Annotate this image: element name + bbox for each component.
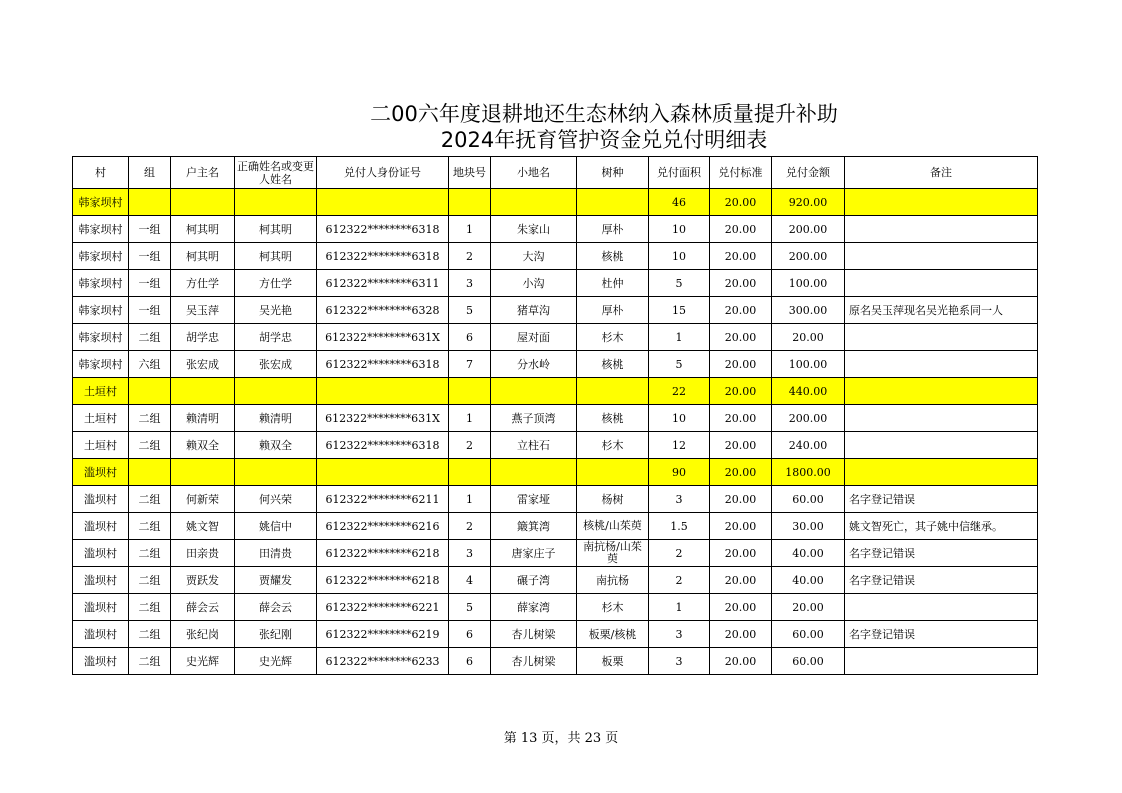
table-cell [491,459,577,486]
header-row [73,157,1038,189]
table-cell: 猪草沟 [491,297,577,324]
table-cell: 3 [649,621,710,648]
table-cell: 杏儿树梁 [491,621,577,648]
table-cell: 杉木 [577,432,649,459]
table-row [73,540,1038,567]
table-row [73,621,1038,648]
table-cell: 二组 [129,486,171,513]
table-cell: 2 [649,567,710,594]
table-cell: 10 [649,405,710,432]
table-cell: 六组 [129,351,171,378]
table-cell: 杏儿树梁 [491,648,577,675]
table-cell: 柯其明 [171,216,235,243]
table-cell: 1 [449,405,491,432]
table-cell: 分水岭 [491,351,577,378]
table-cell: 韩家坝村 [73,297,129,324]
table-cell: 田清贵 [235,540,317,567]
table-cell: 20.00 [710,459,772,486]
table-cell: 6 [449,648,491,675]
table-cell: 厚朴 [577,216,649,243]
table-cell: 屋对面 [491,324,577,351]
table-cell: 柯其明 [171,243,235,270]
table-cell: 440.00 [772,378,845,405]
table-cell: 柯其明 [235,216,317,243]
table-cell: 20.00 [710,189,772,216]
table-cell: 赖清明 [171,405,235,432]
table-cell: 贾跃发 [171,567,235,594]
table-cell: 60.00 [772,621,845,648]
table-cell: 吴光艳 [235,297,317,324]
table-cell: 3 [649,648,710,675]
table-cell: 核桃/山茱萸 [577,513,649,540]
table-cell: 唐家庄子 [491,540,577,567]
table-cell: 20.00 [710,486,772,513]
table-cell: 20.00 [710,567,772,594]
table-row [73,432,1038,459]
table-cell: 赖清明 [235,405,317,432]
table-cell: 5 [649,270,710,297]
table-cell: 100.00 [772,270,845,297]
table-cell: 10 [649,243,710,270]
table-cell: 1 [649,324,710,351]
page-footer: 第 13 页，共 23 页 [503,731,619,746]
table-cell: 2 [649,540,710,567]
table-cell: 张宏成 [235,351,317,378]
table-cell: 史光辉 [235,648,317,675]
table-cell: 杉木 [577,594,649,621]
table-cell: 40.00 [772,567,845,594]
table-cell: 名字登记错误 [845,621,1038,648]
table-cell: 张纪刚 [235,621,317,648]
table-cell [235,459,317,486]
table-cell: 2 [449,432,491,459]
column-header: 户主名 [171,157,235,189]
table-cell: 二组 [129,594,171,621]
table-cell: 韩家坝村 [73,351,129,378]
table-cell [845,594,1038,621]
table-cell: 滥坝村 [73,567,129,594]
table-cell: 名字登记错误 [845,486,1038,513]
table-cell: 滥坝村 [73,513,129,540]
table-cell: 200.00 [772,405,845,432]
table-cell [845,324,1038,351]
table-cell [449,189,491,216]
table-cell: 612322********6311 [317,270,449,297]
table-cell: 2 [449,243,491,270]
table-row [73,405,1038,432]
table-cell: 20.00 [710,594,772,621]
table-cell: 612322********6218 [317,540,449,567]
table-cell: 10 [649,216,710,243]
table-cell [845,270,1038,297]
table-cell: 姚信中 [235,513,317,540]
column-header: 兑付标准 [710,157,772,189]
table-cell: 20.00 [772,324,845,351]
table-cell [129,378,171,405]
table-cell [317,378,449,405]
table-cell: 原名吴玉萍现名吴光艳系同一人 [845,297,1038,324]
table-cell [449,459,491,486]
table-cell: 612322********6318 [317,351,449,378]
table-cell: 杜仲 [577,270,649,297]
table-cell [317,189,449,216]
table-row [73,567,1038,594]
table-cell: 板栗 [577,648,649,675]
table-cell: 名字登记错误 [845,567,1038,594]
table-cell: 大沟 [491,243,577,270]
table-cell: 姚文智死亡，其子姚中信继承。 [845,513,1038,540]
table-cell: 920.00 [772,189,845,216]
table-cell: 田亲贵 [171,540,235,567]
table-cell [577,189,649,216]
table-cell: 薛家湾 [491,594,577,621]
table-cell: 1.5 [649,513,710,540]
table-cell: 1800.00 [772,459,845,486]
table-cell: 土垣村 [73,432,129,459]
table-cell: 姚文智 [171,513,235,540]
table-cell [577,378,649,405]
table-cell: 12 [649,432,710,459]
table-cell: 20.00 [710,270,772,297]
table-cell: 一组 [129,270,171,297]
table-cell: 3 [449,540,491,567]
table-cell [491,189,577,216]
table-cell: 土垣村 [73,405,129,432]
table-cell: 20.00 [710,432,772,459]
table-cell [235,378,317,405]
table-cell [845,351,1038,378]
table-cell: 韩家坝村 [73,243,129,270]
table-row [73,270,1038,297]
table-cell: 612322********6328 [317,297,449,324]
table-cell [235,189,317,216]
table-cell: 南抗杨 [577,567,649,594]
table-cell: 板栗/核桃 [577,621,649,648]
table-cell: 6 [449,621,491,648]
table-cell: 厚朴 [577,297,649,324]
table-row [73,216,1038,243]
table-cell: 1 [449,216,491,243]
table-cell: 6 [449,324,491,351]
table-row [73,297,1038,324]
table-cell: 20.00 [710,324,772,351]
table-cell: 612322********631X [317,324,449,351]
table-cell: 612322********6218 [317,567,449,594]
table-cell: 二组 [129,324,171,351]
table-cell: 一组 [129,216,171,243]
table-cell: 名字登记错误 [845,540,1038,567]
table-cell: 张纪岗 [171,621,235,648]
table-cell: 40.00 [772,540,845,567]
table-cell: 杉木 [577,324,649,351]
table-cell: 1 [649,594,710,621]
table-cell: 一组 [129,297,171,324]
table-cell: 柯其明 [235,243,317,270]
table-cell [491,378,577,405]
column-header: 树种 [577,157,649,189]
table-cell: 60.00 [772,486,845,513]
table-cell [845,189,1038,216]
table-cell [171,189,235,216]
title-line-2: 2024年抚育管护资金兑兑付明细表 [440,128,768,152]
table-cell [845,243,1038,270]
table-body [73,189,1038,675]
table-cell: 二组 [129,567,171,594]
table-cell: 韩家坝村 [73,270,129,297]
table-cell: 3 [649,486,710,513]
table-cell [129,459,171,486]
table-cell: 20.00 [710,540,772,567]
table-cell: 赖双全 [171,432,235,459]
table-cell: 60.00 [772,648,845,675]
table-cell: 612322********6216 [317,513,449,540]
column-header: 正确姓名或变更人姓名 [235,157,317,189]
subtotal-row [73,459,1038,486]
table-row [73,648,1038,675]
table-cell: 滥坝村 [73,459,129,486]
table-cell: 胡学忠 [171,324,235,351]
table-cell: 5 [449,594,491,621]
table-cell: 滥坝村 [73,486,129,513]
column-header: 兑付面积 [649,157,710,189]
table-cell: 一组 [129,243,171,270]
table-cell: 方仕学 [171,270,235,297]
column-header: 小地名 [491,157,577,189]
table-cell: 核桃 [577,405,649,432]
table-cell: 612322********631X [317,405,449,432]
table-cell: 30.00 [772,513,845,540]
table-cell: 1 [449,486,491,513]
table-cell: 朱家山 [491,216,577,243]
table-cell: 滥坝村 [73,648,129,675]
table-cell: 二组 [129,513,171,540]
table-cell: 薛会云 [171,594,235,621]
table-cell: 史光辉 [171,648,235,675]
table-cell: 赖双全 [235,432,317,459]
table-cell [845,216,1038,243]
table-cell: 20.00 [710,621,772,648]
table-cell: 20.00 [710,513,772,540]
table-cell: 二组 [129,621,171,648]
table-row [73,351,1038,378]
table-row [73,486,1038,513]
table-cell [577,459,649,486]
table-cell [449,378,491,405]
table-cell [845,432,1038,459]
table-cell [317,459,449,486]
table-cell: 200.00 [772,243,845,270]
table-cell: 韩家坝村 [73,216,129,243]
table-cell: 5 [449,297,491,324]
table-cell: 吴玉萍 [171,297,235,324]
table-cell: 612322********6318 [317,216,449,243]
table-cell: 薛会云 [235,594,317,621]
table-cell: 5 [649,351,710,378]
table-cell: 胡学忠 [235,324,317,351]
table-cell: 4 [449,567,491,594]
table-cell: 韩家坝村 [73,324,129,351]
table-cell: 200.00 [772,216,845,243]
title-line-1: 二00六年度退耕地还生态林纳入森林质量提升补助 [370,102,838,126]
column-header: 组 [129,157,171,189]
table-cell [845,648,1038,675]
table-cell: 612322********6211 [317,486,449,513]
column-header: 兑付人身份证号 [317,157,449,189]
table-cell: 20.00 [710,648,772,675]
table-cell: 240.00 [772,432,845,459]
column-header: 村 [73,157,129,189]
table-cell: 二组 [129,432,171,459]
table-cell: 立柱石 [491,432,577,459]
table-cell: 土垣村 [73,378,129,405]
table-cell: 15 [649,297,710,324]
table-cell: 南抗杨/山茱萸 [577,540,649,567]
table-cell [129,189,171,216]
table-cell: 韩家坝村 [73,189,129,216]
table-cell: 20.00 [710,378,772,405]
column-header: 备注 [845,157,1038,189]
table-cell [171,459,235,486]
table-cell: 杨树 [577,486,649,513]
table-cell: 贾耀发 [235,567,317,594]
table-cell: 小沟 [491,270,577,297]
subtotal-row [73,378,1038,405]
table-cell: 3 [449,270,491,297]
table-row [73,513,1038,540]
table-cell: 张宏成 [171,351,235,378]
subtotal-row [73,189,1038,216]
table-cell [171,378,235,405]
table-row [73,243,1038,270]
table-cell: 核桃 [577,351,649,378]
table-cell: 46 [649,189,710,216]
table-cell: 雷家垭 [491,486,577,513]
table-cell: 核桃 [577,243,649,270]
table-cell: 20.00 [710,243,772,270]
table-cell: 二组 [129,405,171,432]
table-row [73,324,1038,351]
table-cell: 碾子湾 [491,567,577,594]
table-cell [845,405,1038,432]
table-cell: 90 [649,459,710,486]
table-cell: 7 [449,351,491,378]
table-cell: 612322********6318 [317,432,449,459]
table-cell: 22 [649,378,710,405]
payment-table [72,156,1038,675]
column-header: 地块号 [449,157,491,189]
table-cell: 二组 [129,540,171,567]
table-cell: 何兴荣 [235,486,317,513]
table-cell: 20.00 [710,351,772,378]
table-cell: 100.00 [772,351,845,378]
table-cell: 20.00 [772,594,845,621]
table-cell: 滥坝村 [73,594,129,621]
table-cell: 燕子顶湾 [491,405,577,432]
table-cell: 2 [449,513,491,540]
table-cell: 612322********6318 [317,243,449,270]
column-header: 兑付金额 [772,157,845,189]
table-cell [845,459,1038,486]
table-cell: 300.00 [772,297,845,324]
table-cell: 612322********6233 [317,648,449,675]
table-cell: 何新荣 [171,486,235,513]
table-cell: 二组 [129,648,171,675]
table-cell: 方仕学 [235,270,317,297]
table-cell: 20.00 [710,216,772,243]
table-cell: 滥坝村 [73,540,129,567]
table-cell: 滥坝村 [73,621,129,648]
table-cell: 612322********6219 [317,621,449,648]
table-cell: 20.00 [710,405,772,432]
table-cell: 簸箕湾 [491,513,577,540]
table-cell: 20.00 [710,297,772,324]
table-cell [845,378,1038,405]
table-row [73,594,1038,621]
table-cell: 612322********6221 [317,594,449,621]
